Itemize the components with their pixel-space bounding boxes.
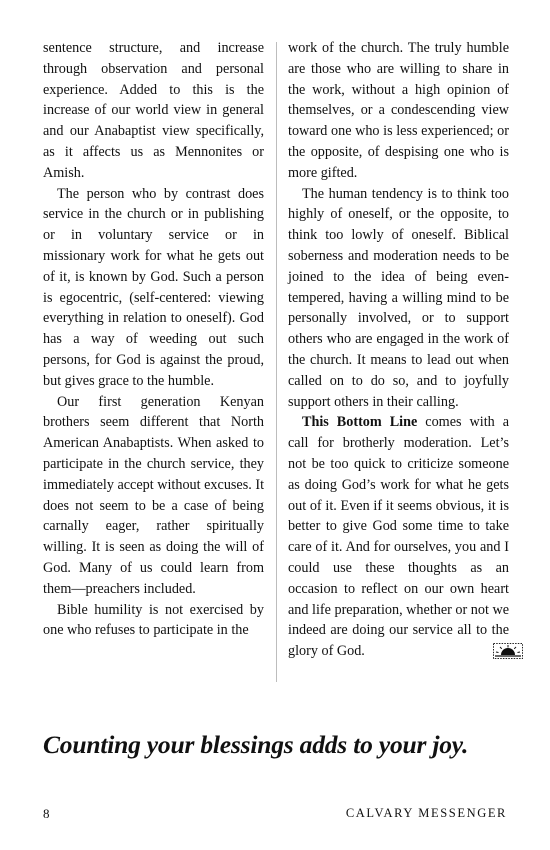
publication-name: CALVARY MESSENGER (345, 806, 507, 820)
paragraph: sentence structure, and increase through observation and personal experience. Added to this is the increase of our world view in general and our Anabaptist view specifically, as it affects us as Mennonites or Amish. (43, 40, 264, 181)
paragraph: The human tendency is to think too highly of oneself, or the opposite, to think too lowly of oneself. Biblical soberness and moderation needs to be joined to the idea of being even-tempered, having a willing mind to be personally involved, or to support others who are engaged in the work of the church. It means to lead out when called on to do so, and to joyfully support others in their calling. (288, 185, 509, 410)
paragraph: Our first generation Kenyan brothers seem different that North American Anabaptists. When asked to participate in the church service, they immediately accept without excuses. It does not seem to be a case of being carnally eager, rather spiritually willing. It is seen as doing the will of God. Many of us could learn from them—preachers included. (43, 393, 265, 597)
sunrise-end-mark-icon (479, 643, 509, 659)
left-column (43, 38, 264, 641)
page-number: 8 (43, 806, 50, 821)
bottom-line-heading: This Bottom Line (302, 414, 418, 431)
pull-quote: Counting your blessings adds to your joy. (43, 730, 469, 759)
paragraph: The person who by contrast does service in the church or in publishing or in voluntary service or in missionary work for what he gets out of it, is known by God. Such a person is egocentric, (self-centered: viewing everything in relation to oneself). God has a way of weeding out such persons, for God is against the proud, but gives grace to the humble. (43, 185, 264, 389)
paragraph-bottom-line (288, 412, 509, 662)
paragraph-text: comes with a call for brotherly moderation. Let’s not be too quick to criticize someone as doing God’s work for what he gets out of it. Even if it seems obvious, it is better to give God some time to take care of it. And for ourselves, you and I could use these thoughts as an occasion to reflect on our own heart and life preparation, whether or not we indeed are doing our service all to the glory of God. (288, 414, 510, 660)
paragraph: work of the church. The truly humble are those who are willing to share in the work, without a high opinion of themselves, or a condescending view toward one who is less experienced; or the opposite, of despising one who is more gifted. (288, 40, 509, 181)
right-column (288, 38, 509, 662)
paragraph: Bible humility is not exercised by one who refuses to participate in the (43, 601, 264, 639)
column-divider (276, 42, 277, 682)
